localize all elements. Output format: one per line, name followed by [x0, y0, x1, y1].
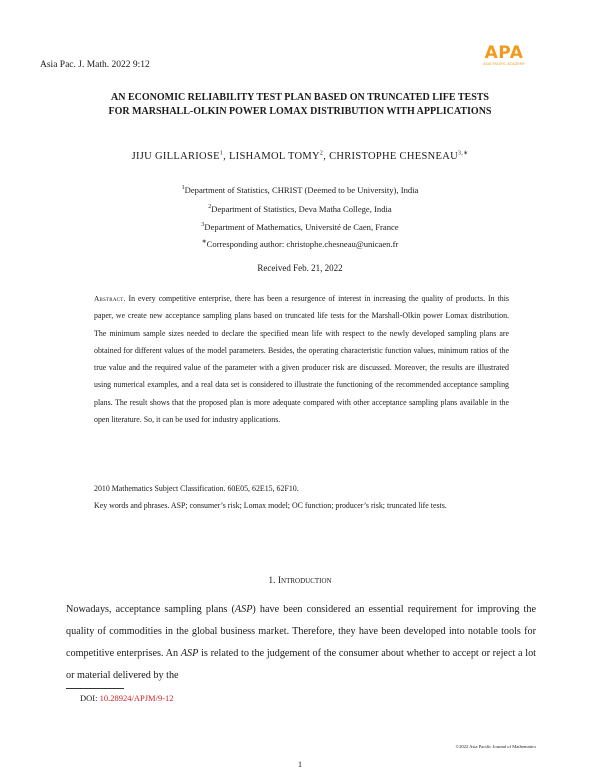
author-name: CHRISTOPHE CHESNEAU [329, 151, 458, 162]
logo-subtext: ASIA PACIFIC ACADEMY [483, 62, 525, 66]
title-line-2: FOR MARSHALL-OLKIN POWER LOMAX DISTRIBUTION WITH APPLICATIONS [108, 106, 492, 117]
asp-term: ASP [234, 604, 253, 615]
doi-footnote [80, 693, 174, 703]
abstract-text: In every competitive enterprise, there has been a resurgence of interest in increasing the quality of products. In this paper, we create new acceptance sampling plans based on truncated life tests for the Marshall-Olkin power Lomax distribution. The minimum sample sizes needed to declare the specified mean life with respect to the newly developed sampling plans are obtained for different values of the model parameters. Besides, the operating characteristic function values, minimum ratios of the true value and the required value of the parameter with a given producer risk are discussed. Moreover, the results are illustrated using numerical examples, and a real data set is considered to illustrate the functioning of the recommended acceptance sampling plans. The result shows that the proposed plan is more adequate compared with other acceptance sampling plans available in the open literature. So, it can be used for industry applications. [94, 294, 509, 425]
section-heading [40, 576, 560, 586]
affiliation-text: Department of Statistics, Deva Matha College, India [211, 204, 392, 214]
logo-text: APA [484, 43, 524, 63]
affiliation-text: Department of Statistics, CHRIST (Deemed to be University), India [184, 185, 419, 195]
affiliation [40, 204, 560, 214]
affiliation-text: Corresponding author: christophe.chesneau@unicaen.fr [206, 239, 399, 249]
asp-term: ASP [180, 648, 199, 659]
intro-text: is related to the judgement of the consumer about whether to accept or reject a lot or material delivered by the [66, 648, 536, 681]
affiliation-mark: ∗ [201, 239, 207, 246]
affiliation [40, 222, 560, 232]
page-number: 1 [297, 759, 303, 769]
paper-title [40, 91, 560, 119]
section-title: Introduction [277, 576, 332, 586]
corresponding-author [40, 239, 560, 249]
publisher-logo [468, 44, 540, 67]
abstract [94, 290, 509, 428]
msc-classification: 2010 Mathematics Subject Classification. 60E05, 62E15, 62F10. [94, 484, 299, 493]
keywords: Key words and phrases. ASP; consumer’s risk; Lomax model; OC function; producer’s risk; truncated life tests. [94, 501, 447, 510]
author-list: JIJU GILLARIOSE$^1$, LISHAMOL TOMY$^2$, CHRISTOPHE $CHESNEAU^{3,∗}$ [131, 150, 469, 162]
journal-reference: Asia Pac. J. Math. 2022 9:12 [40, 60, 150, 70]
footnote-rule [66, 688, 124, 689]
affiliation-text: Department of Mathematics, Université de Caen, France [204, 222, 399, 232]
author-name: LISHAMOL TOMY [228, 151, 320, 162]
affiliation [40, 185, 560, 195]
intro-text: Nowadays, acceptance sampling plans ( [66, 604, 235, 615]
author-name: JIJU GILLARIOSE [131, 151, 220, 162]
section-number: 1. [268, 576, 276, 586]
author-mark: 2 [319, 150, 324, 157]
intro-text: ) have been considered an essential requirement for improving the quality of commodities in the global business market. Therefore, they have been developed into notable tools for competitive enterprises. An [66, 604, 536, 659]
author-mark: 3,∗ [457, 150, 469, 157]
doi-label: DOI: [80, 693, 100, 703]
title-line-1: AN ECONOMIC RELIABILITY TEST PLAN BASED ON TRUNCATED LIFE TESTS [111, 92, 489, 103]
abstract-label: Abstract. [94, 294, 126, 303]
doi-link[interactable]: 10.28924/APJM/9-12 [99, 693, 174, 703]
affiliation-mark: 1 [181, 185, 185, 192]
affiliation-mark: 2 [208, 204, 212, 211]
affiliation-mark: 3 [201, 222, 205, 229]
copyright-notice: ©2022 Asia Pacific Journal of Mathematics [455, 744, 536, 749]
intro-paragraph [66, 599, 536, 687]
received-date: Received Feb. 21, 2022 [257, 263, 343, 273]
author-mark: 1 [219, 150, 224, 157]
